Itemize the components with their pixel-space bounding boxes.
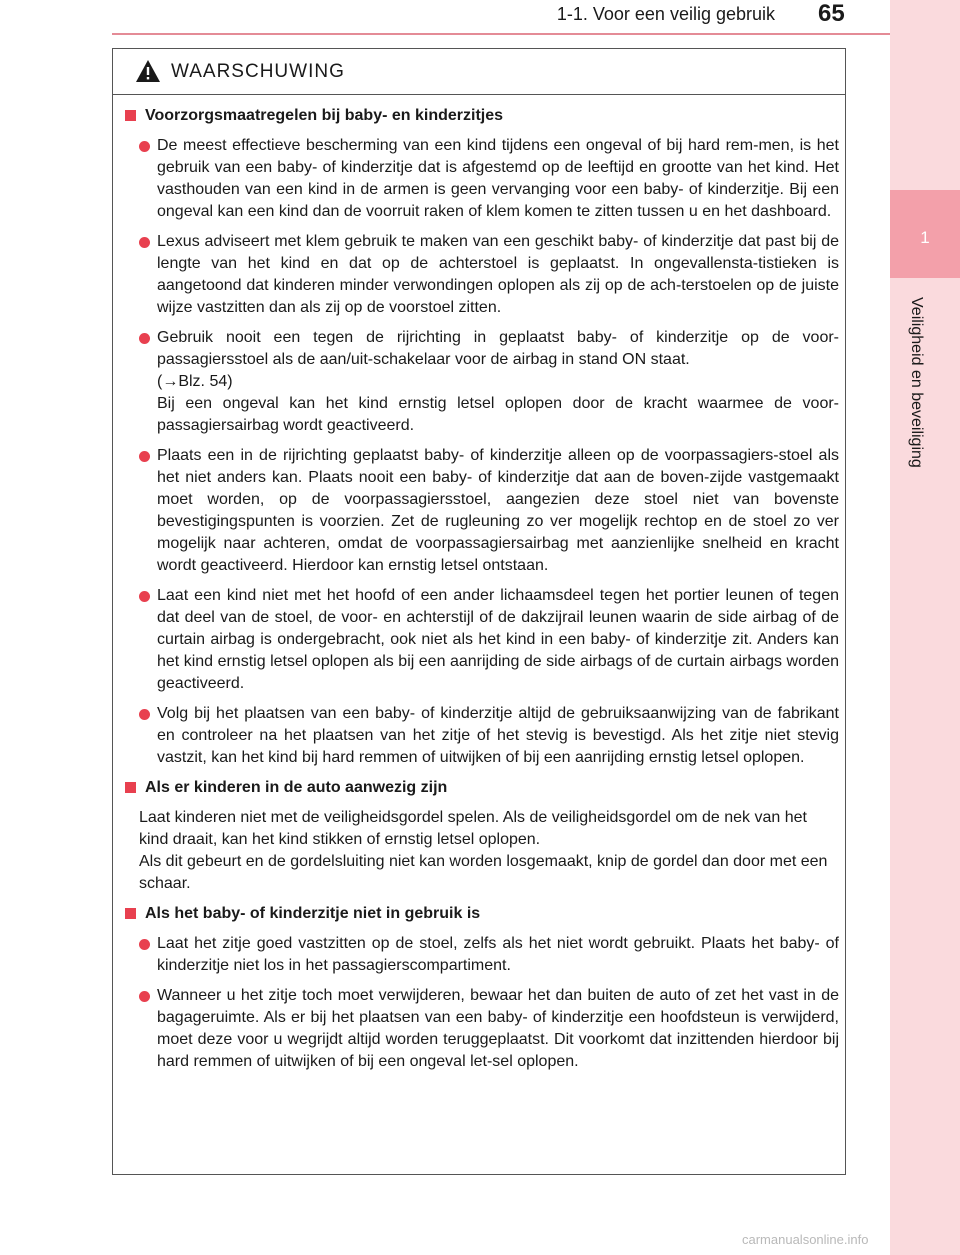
list-item-text: Plaats een in de rijrichting geplaatst baby- of kinderzitje alleen op de voorpassagiers-stoel als het niet anders kan. Plaats nooit een baby- of kinderzitje dat aan de boven-zijde vastgemaakt moet worden, op de voorpassagiersstoel, aangezien deze stoel niet van bovenste bevestigingspunten is voorzien. Zet de rugleuning zo ver mogelijk rechtop en de stoel zo ver mogelijk naar achteren, omdat de voorpassagiersairbag met aanzienlijke snelheid en kracht wordt geactiveerd. Hierdoor kan ernstig letsel ontstaan. xyxy=(157,447,839,574)
list-item xyxy=(139,933,839,977)
list-item-text: Gebruik nooit een tegen de rijrichting in geplaatst baby- of kinderzitje op de voor-passagiersstoel als de aan/uit-schakelaar voor de airbag in stand ON staat. (→Blz. 54) Bij een ongeval kan het kind ernstig letsel oplopen door de kracht waarmee de voor-passagiersairbag wordt geactiveerd. xyxy=(157,329,839,434)
section-heading-text: Als er kinderen in de auto aanwezig zijn xyxy=(145,779,448,796)
warning-title: WAARSCHUWING xyxy=(171,61,345,82)
section-seat-not-in-use xyxy=(125,903,839,1073)
list-item-text: De meest effectieve bescherming van een kind tijdens een ongeval of bij hard rem-men, is het gebruik van een baby- of kinderzitje dat is afgestemd op de leeftijd en grootte van het kind. Het vasthouden van een kind in de armen is geen vervanging voor een baby- of kinderzitje. Bij een ongeval kan een kind dan de voorruit raken of klem komen te zitten tussen u en het dashboard. xyxy=(157,137,839,220)
chapter-tab[interactable] xyxy=(890,190,960,278)
bullet-icon xyxy=(139,237,150,248)
chapter-label: Veiligheid en beveiliging xyxy=(908,297,925,468)
list-item xyxy=(139,231,839,319)
warning-box xyxy=(112,48,846,1175)
section-heading-text: Als het baby- of kinderzitje niet in gebruik is xyxy=(145,905,481,922)
section-heading xyxy=(125,105,839,127)
list-item-text: Wanneer u het zitje toch moet verwijderen, bewaar het dan buiten de auto of zet het vast in de bagageruimte. Als er bij het plaatsen van een baby- of kinderzitje een hoofdsteun is verwijderd, moet deze voor u wegrijdt altijd worden teruggeplaatst. Dit voorkomt dat inzittenden hierdoor bij hard remmen of uitwijken of bij een ongeval let-sel oplopen. xyxy=(157,987,839,1070)
square-bullet-icon xyxy=(125,110,136,121)
warning-header xyxy=(113,49,845,95)
section-heading-text: Voorzorgsmaatregelen bij baby- en kinderzitjes xyxy=(145,107,504,124)
warning-content xyxy=(125,105,839,1081)
list-item xyxy=(139,985,839,1073)
header-title: 1-1. Voor een veilig gebruik xyxy=(556,4,775,24)
list-item-text: Volg bij het plaatsen van een baby- of kinderzitje altijd de gebruiksaanwijzing van de fabrikant en controleer na het plaatsen van het zitje of het stevig is bevestigd. Als het zitje niet stevig vastzit, kan het kind bij hard remmen of uitwijken of bij een aanrijding ernstig letsel oplopen. xyxy=(157,705,839,766)
list-item-text: Laat een kind niet met het hoofd of een ander lichaamsdeel tegen het portier leunen of tegen dat deel van de stoel, de voor- en achterstijl of de dakzijrail leunen waarin de side airbag of de curtain airbag is ondergebracht, ook niet als het kind in een baby- of kinderzitje zit. Anders kan het kind ernstig letsel oplopen als bij een aanrijding de side airbags of de curtain airbags worden geactiveerd. xyxy=(157,587,839,692)
bullet-icon xyxy=(139,991,150,1002)
section-text: Laat kinderen niet met de veiligheidsgordel spelen. Als de veiligheidsgordel om de nek van het kind draait, kan het kind stikken of ernstig letsel oplopen. Als dit gebeurt en de gordelsluiting niet kan worden losgemaakt, knip de gordel dan door met een schaar. xyxy=(139,809,828,892)
list-item xyxy=(139,135,839,223)
bullet-icon xyxy=(139,939,150,950)
list-item-text: Laat het zitje goed vastzitten op de stoel, zelfs als het niet wordt gebruikt. Plaats het baby- of kinderzitje niet los in het passagierscompartiment. xyxy=(157,935,839,974)
list-item xyxy=(139,327,839,437)
section-heading xyxy=(125,903,839,925)
bullet-icon xyxy=(139,451,150,462)
list-item-text: Lexus adviseert met klem gebruik te maken van een geschikt baby- of kinderzitje dat past bij de lengte van het kind en dat op de achterstoel is geplaatst. In ongevallensta-tistieken is aangetoond dat kinderen minder verwondingen oplopen als zij op de ach-terstoelen op de juiste wijze vastzitten dan als zij op de voorstoel zitten. xyxy=(157,233,839,316)
watermark: carmanualsonline.info xyxy=(742,1232,869,1247)
list-item xyxy=(139,703,839,769)
bullet-icon xyxy=(139,591,150,602)
page-header xyxy=(0,0,890,36)
page-number: 65 xyxy=(818,0,845,27)
bullet-icon xyxy=(139,333,150,344)
list-item xyxy=(139,585,839,695)
list-item xyxy=(139,445,839,577)
section-children-in-car xyxy=(125,777,839,895)
header-divider xyxy=(112,33,890,35)
bullet-icon xyxy=(139,709,150,720)
square-bullet-icon xyxy=(125,908,136,919)
side-tab xyxy=(890,0,960,1255)
section-child-seat-precautions xyxy=(125,105,839,769)
warning-triangle-icon xyxy=(135,59,161,83)
chapter-number: 1 xyxy=(920,228,930,247)
square-bullet-icon xyxy=(125,782,136,793)
section-heading xyxy=(125,777,839,799)
bullet-icon xyxy=(139,141,150,152)
